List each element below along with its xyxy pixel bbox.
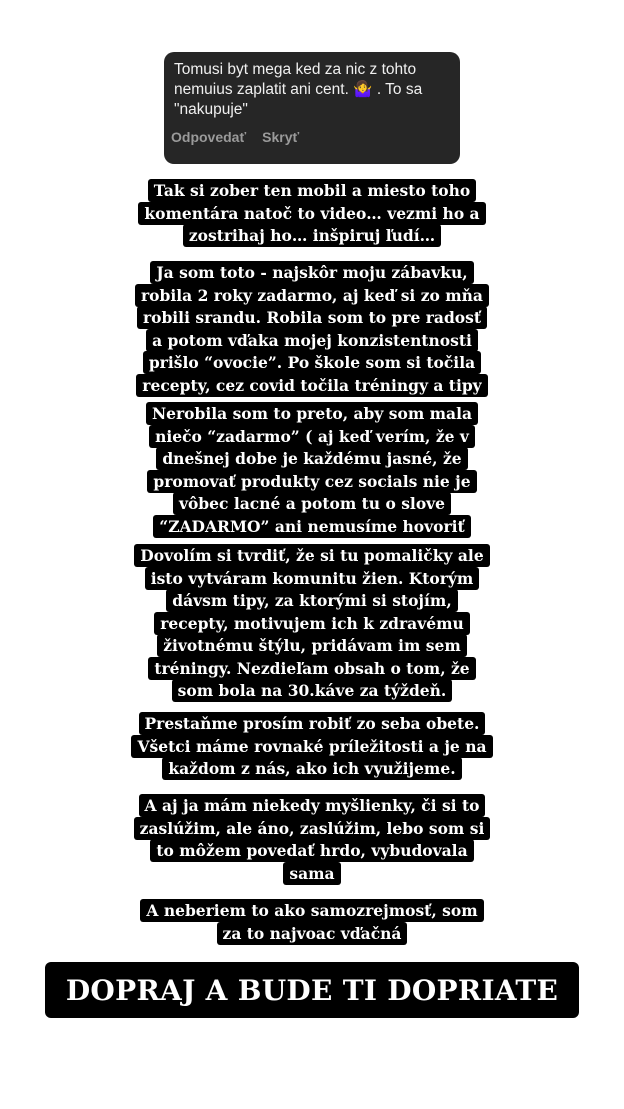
story-text-line: Prestaňme prosím robiť zo seba obete. <box>139 712 486 735</box>
story-text-line: Ja som toto - najskôr moju zábavku, <box>150 261 473 284</box>
story-text-block-2 <box>0 262 624 397</box>
story-text-line: za to najvoac vďačná <box>217 922 408 945</box>
story-text-line: vôbec lacné a potom tu o slove <box>173 492 451 515</box>
story-text-line: zostrihaj ho… inšpiruj ľudí… <box>183 224 441 247</box>
story-text-block-6 <box>0 795 624 885</box>
story-text-line: “ZADARMO” ani nemusíme hovoriť <box>153 515 470 538</box>
story-text-line: tréningy. Nezdieľam obsah o tom, že <box>148 657 475 680</box>
story-text-line: A neberiem to ako samozrejmosť, som <box>140 899 483 922</box>
comment-text: Tomusi byt mega ked za nic z tohto nemuius zaplatit ani cent. 🤷‍♀️ . To sa "nakupuje" <box>174 61 423 118</box>
story-text-line: Tak si zober ten mobil a miesto toho <box>148 179 476 202</box>
story-text-line: A aj ja mám niekedy myšlienky, či si to <box>139 794 486 817</box>
story-text-block-3 <box>0 403 624 538</box>
story-text-line: sama <box>283 862 340 885</box>
story-text-line: robili srandu. Robila som to pre radosť <box>137 306 487 329</box>
story-text-line: to môžem povedať hrdo, vybudovala <box>150 839 473 862</box>
story-text-line: a potom vďaka mojej konzistentnosti <box>146 329 478 352</box>
story-text-line: dnešnej dobe je každému jasné, že <box>156 447 467 470</box>
story-text-line: životnému štýlu, pridávam im sem <box>157 634 467 657</box>
story-text-block-7 <box>0 900 624 945</box>
story-text-line: Nerobila som to preto, aby som mala <box>146 402 478 425</box>
comment-card <box>164 52 460 164</box>
story-text-block-1 <box>0 180 624 248</box>
headline-banner: DOPRAJ A BUDE TI DOPRIATE <box>45 962 579 1018</box>
story-text-line: dávsm tipy, za ktorými si stojím, <box>166 589 457 612</box>
story-text-line: prišlo “ovocie”. Po škole som si točila <box>143 351 481 374</box>
story-text-line: som bola na 30.káve za týždeň. <box>172 679 453 702</box>
story-text-line: promovať produkty cez socials nie je <box>147 470 476 493</box>
story-text-line: niečo “zadarmo” ( aj keď verím, že v <box>149 425 475 448</box>
story-text-line: isto vytváram komunitu žien. Ktorým <box>145 567 480 590</box>
story-text-line: zaslúžim, ale áno, zaslúžim, lebo som si <box>134 817 491 840</box>
story-text-block-4 <box>0 545 624 703</box>
story-text-line: robila 2 roky zadarmo, aj keď si zo mňa <box>135 284 489 307</box>
story-text-line: Všetci máme rovnaké príležitosti a je na <box>131 735 492 758</box>
hide-button[interactable]: Skryť <box>262 129 300 145</box>
story-text-line: recepty, cez covid točila tréningy a tipy <box>136 374 487 397</box>
story-text-line: recepty, motivujem ich k zdravému <box>154 612 469 635</box>
comment-actions <box>171 129 299 145</box>
story-text-line: Dovolím si tvrdiť, že si tu pomaličky ale <box>134 544 489 567</box>
story-text-line: komentára natoč to video… vezmi ho a <box>138 202 485 225</box>
reply-button[interactable]: Odpovedať <box>171 129 247 145</box>
story-text-line: každom z nás, ako ich využijeme. <box>162 757 461 780</box>
story-text-block-5 <box>0 713 624 781</box>
